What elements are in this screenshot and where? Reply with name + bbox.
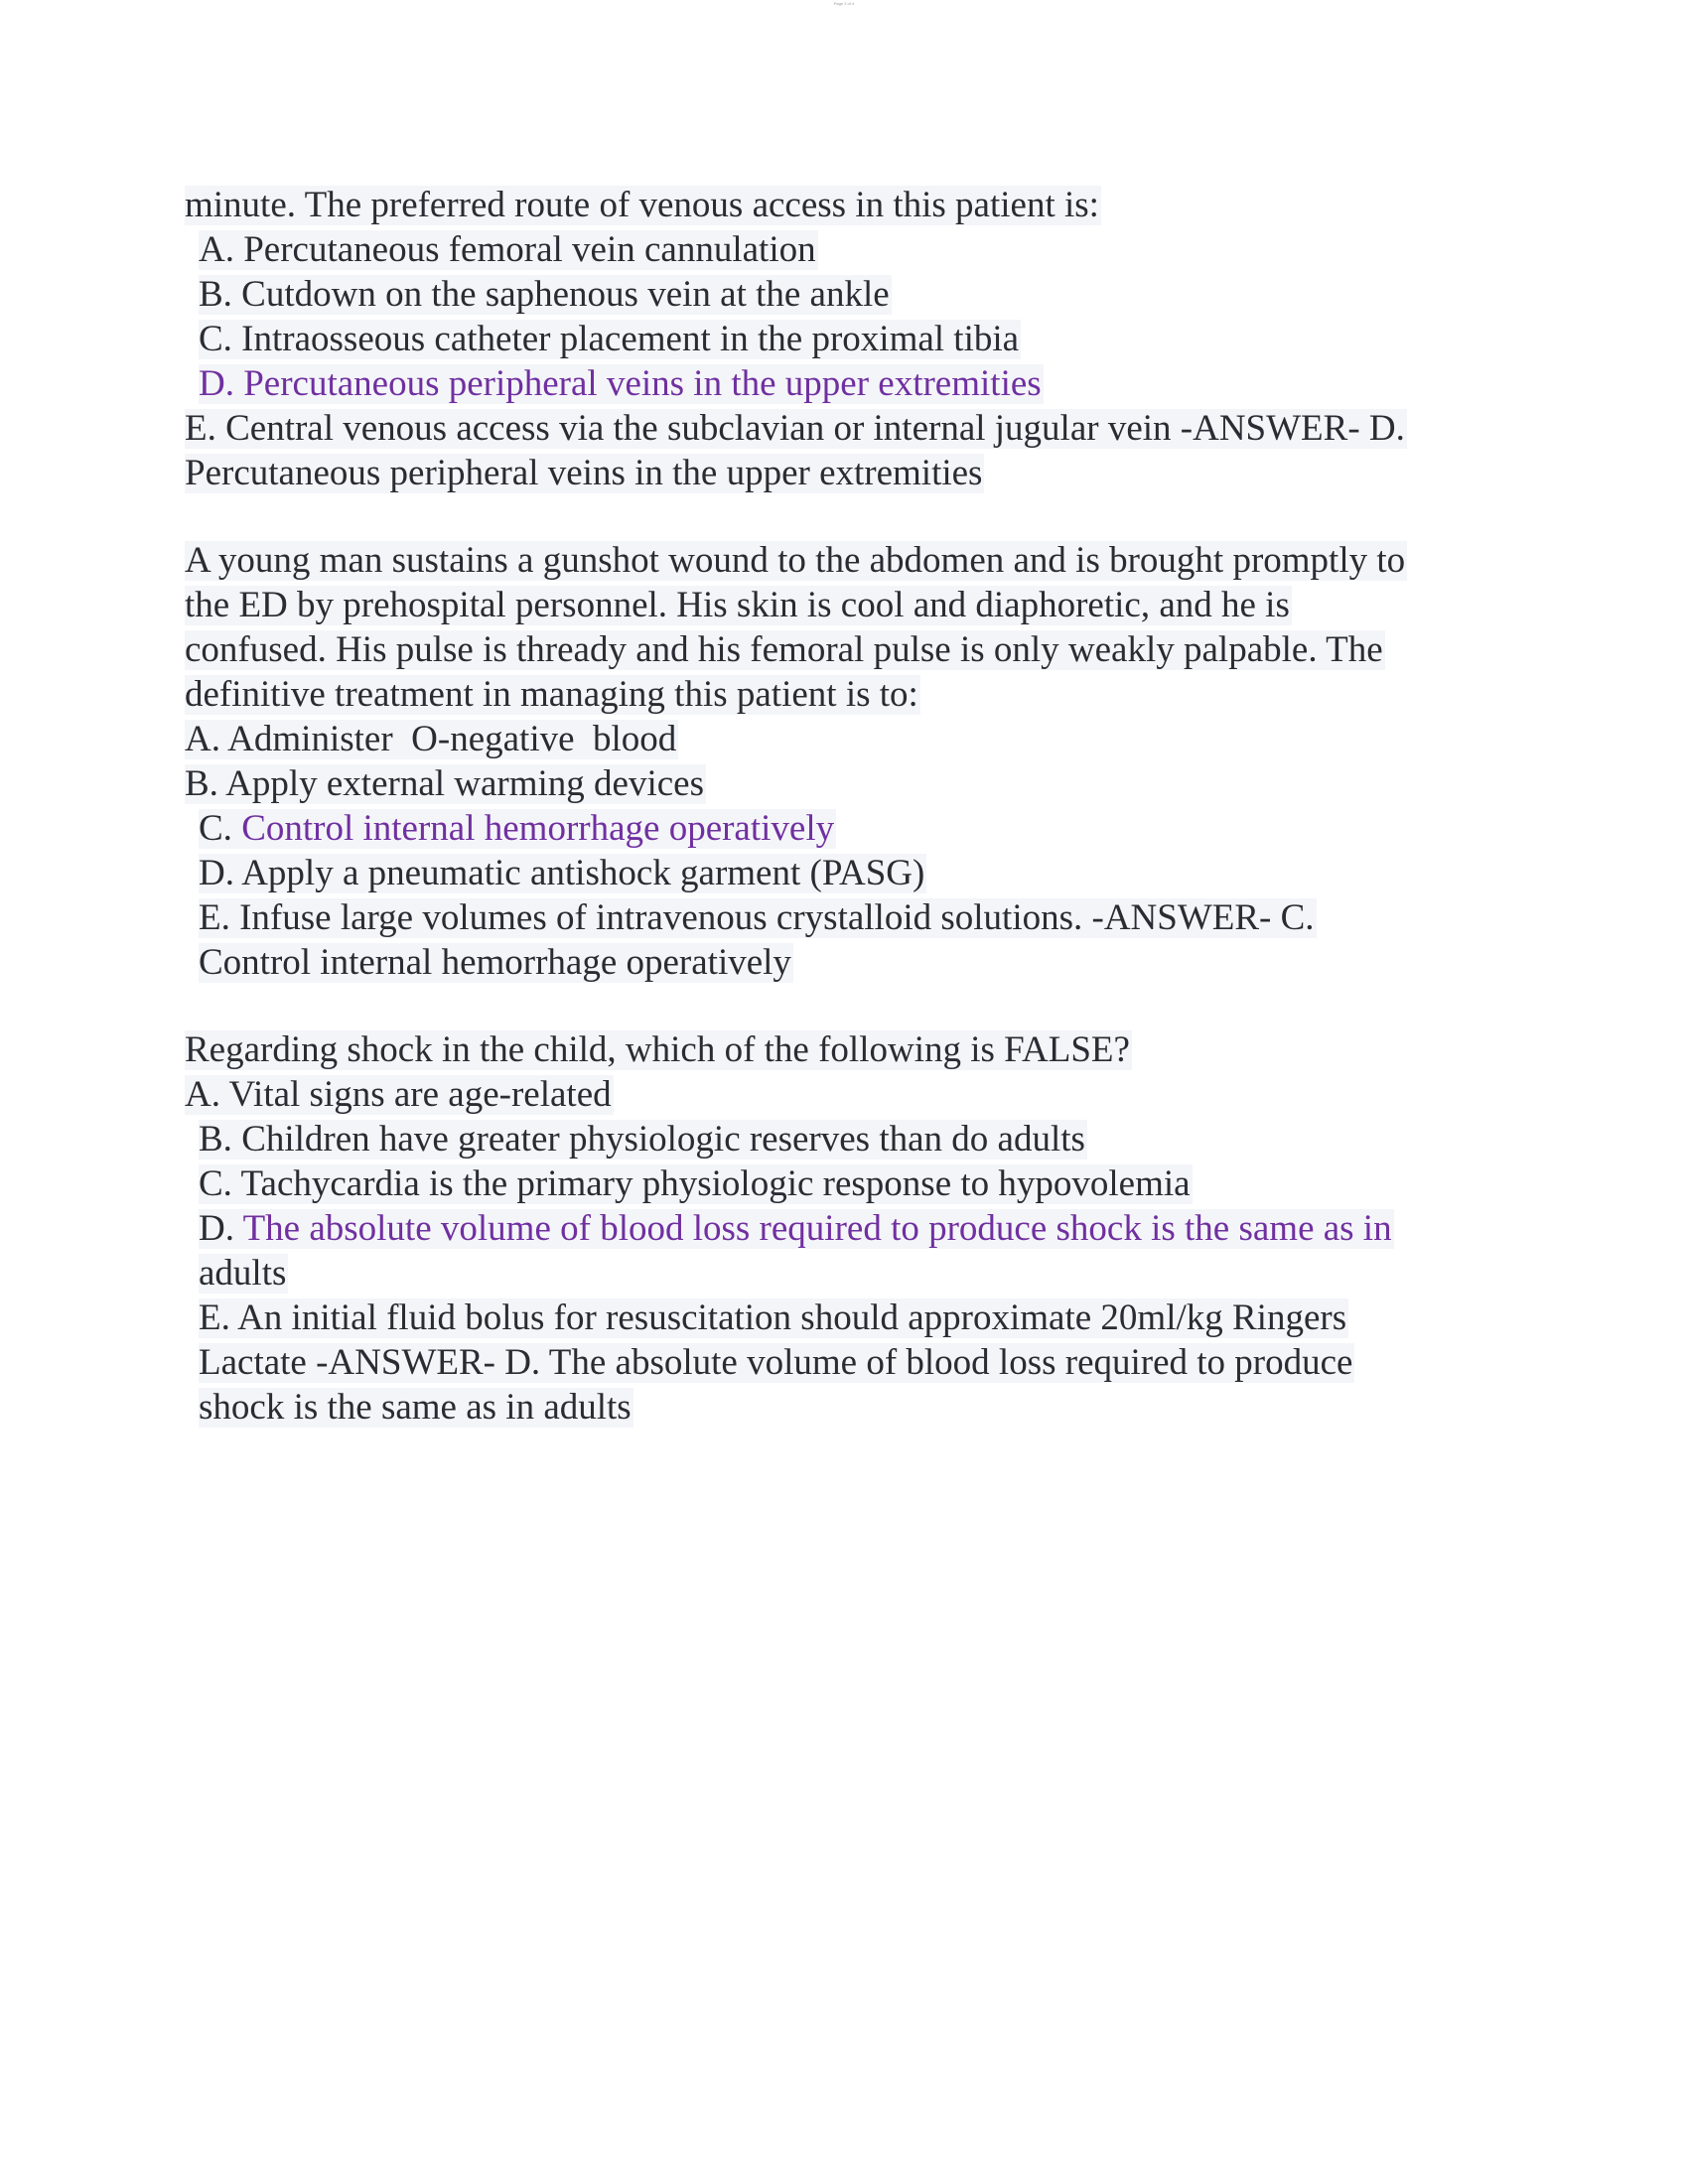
option-d-correct: D. The absolute volume of blood loss required to produce shock is the same as in — [199, 1208, 1392, 1249]
option-a: A. Percutaneous femoral vein cannulation — [199, 229, 816, 270]
page-header-mark: Page 2 of 4 — [833, 1, 855, 6]
option-b: B. Cutdown on the saphenous vein at the ankle — [199, 274, 890, 315]
answer-continuation: Control internal hemorrhage operatively — [199, 942, 791, 983]
option-d: D. Apply a pneumatic antishock garment (PASG) — [199, 853, 925, 893]
option-c: C. Tachycardia is the primary physiologic response to hypovolemia — [199, 1163, 1191, 1204]
option-e-with-answer: E. An initial fluid bolus for resuscitation should approximate 20ml/kg Ringers — [199, 1297, 1347, 1338]
option-d-continuation: adults — [199, 1253, 287, 1294]
option-a: A. Vital signs are age-related — [185, 1074, 612, 1115]
option-a: A. Administer O-negative blood — [185, 719, 677, 759]
question-stem-line: A young man sustains a gunshot wound to the abdomen and is brought promptly to — [185, 540, 1406, 581]
document-page — [185, 183, 1515, 1430]
answer-continuation: Lactate -ANSWER- D. The absolute volume of blood loss required to produce — [199, 1342, 1353, 1383]
option-c-correct: C. Control internal hemorrhage operatively — [199, 808, 835, 849]
answer-continuation: shock is the same as in adults — [199, 1387, 632, 1428]
option-c: C. Intraosseous catheter placement in the proximal tibia — [199, 319, 1020, 359]
option-b: B. Children have greater physiologic reserves than do adults — [199, 1119, 1085, 1160]
option-d-correct: D. Percutaneous peripheral veins in the upper extremities — [199, 363, 1042, 404]
question-stem-line: minute. The preferred route of venous access in this patient is: — [185, 185, 1099, 225]
option-e-with-answer: E. Infuse large volumes of intravenous crystalloid solutions. -ANSWER- C. — [199, 897, 1315, 938]
question-stem-line: confused. His pulse is thready and his femoral pulse is only weakly palpable. The — [185, 629, 1383, 670]
question-block — [185, 538, 1515, 985]
option-e-with-answer: E. Central venous access via the subclavian or internal jugular vein -ANSWER- D. — [185, 408, 1405, 449]
question-stem-line: Regarding shock in the child, which of the following is FALSE? — [185, 1029, 1130, 1070]
question-stem-line: the ED by prehospital personnel. His skin is cool and diaphoretic, and he is — [185, 585, 1290, 625]
question-block — [185, 1027, 1515, 1430]
question-block — [185, 183, 1515, 495]
answer-continuation: Percutaneous peripheral veins in the upper extremities — [185, 453, 983, 493]
question-stem-line: definitive treatment in managing this patient is to: — [185, 674, 918, 715]
option-b: B. Apply external warming devices — [185, 763, 705, 804]
